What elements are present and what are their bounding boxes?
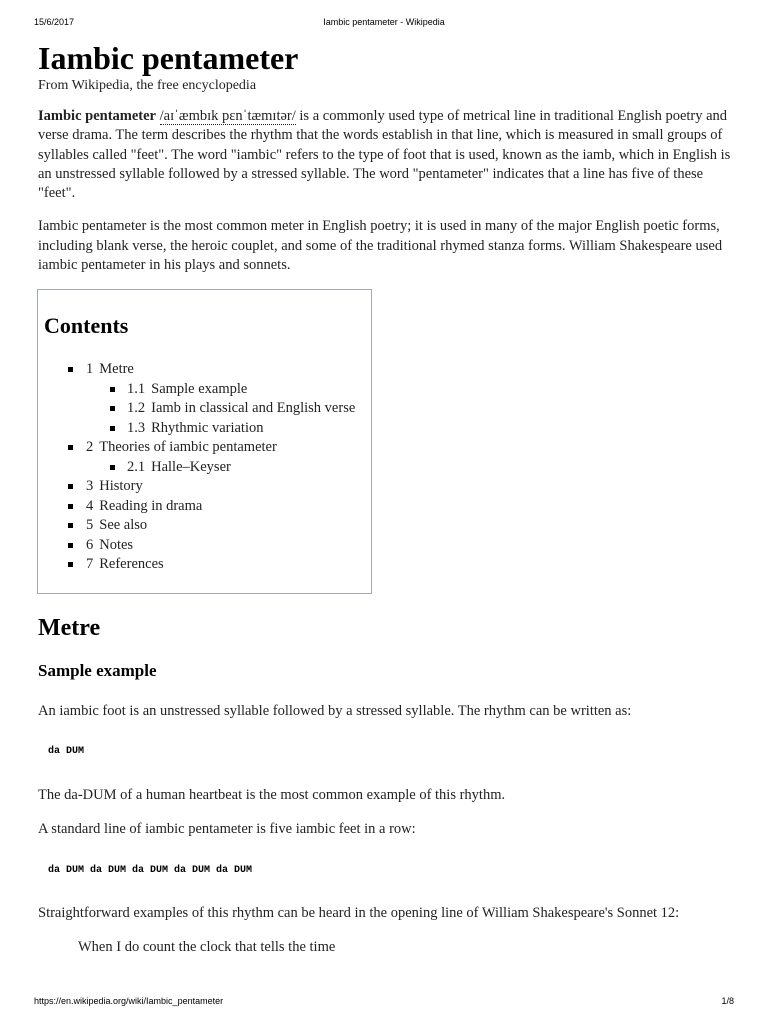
code-block-da-dum: da DUM: [48, 746, 85, 757]
toc-title: Contents: [44, 313, 129, 338]
print-page-title: Iambic pentameter - Wikipedia: [323, 17, 445, 27]
bullet-icon: [110, 406, 115, 411]
bullet-icon: [110, 426, 115, 431]
lead-text: is a commonly used type of metrical line in traditional English poetry and verse drama. The term describes the rhythm that the words establish in that line, which is measured in small groups of syllables called "feet". The word "iambic" refers to the type of foot that is used, known as the iamb, which in English is an unstressed syllable followed by a stressed syllable. The word "pentameter" indicates that a line has five of these "feet".: [38, 108, 731, 202]
poem-line: When I do count the clock that tells the time: [78, 939, 336, 955]
toc-label: Notes: [99, 536, 134, 553]
toc-label: History: [99, 478, 143, 494]
toc-number: 4: [86, 497, 94, 514]
lead-paragraph: [38, 107, 734, 203]
toc-label: Theories of iambic pentameter: [99, 439, 277, 455]
toc-label: Rhythmic variation: [151, 419, 264, 436]
toc-label: Halle–Keyser: [151, 458, 231, 475]
toc-label: Sample example: [151, 380, 248, 397]
bullet-icon: [68, 484, 73, 489]
paragraph-sonnet-12: Straightforward examples of this rhythm can be heard in the opening line of William Shakespeare's Sonnet 12:: [38, 905, 680, 921]
toc-number: 1.3: [127, 419, 146, 436]
toc-item-see-also[interactable]: [38, 516, 373, 536]
bullet-icon: [68, 445, 73, 450]
toc-item-metre[interactable]: [38, 360, 373, 380]
paragraph-heartbeat: The da-DUM of a human heartbeat is the most common example of this rhythm.: [38, 787, 506, 803]
bullet-icon: [68, 562, 73, 567]
toc-number: 1.2: [127, 400, 146, 416]
bullet-icon: [68, 504, 73, 509]
toc-number: 1.1: [127, 380, 146, 397]
paragraph-iambic-foot: An iambic foot is an unstressed syllable followed by a stressed syllable. The rhythm can be written as:: [38, 703, 632, 719]
bullet-icon: [110, 465, 115, 470]
toc-number: 2.1: [127, 458, 146, 475]
bullet-icon: [110, 387, 115, 392]
toc-label: Metre: [99, 361, 134, 377]
toc-item-theories[interactable]: [38, 438, 373, 458]
toc-item-sample-example[interactable]: [38, 380, 373, 400]
section-heading-metre: Metre: [38, 615, 101, 641]
toc-label: Iamb in classical and English verse: [151, 400, 356, 416]
subsection-heading-sample-example: Sample example: [38, 661, 157, 680]
bullet-icon: [68, 543, 73, 548]
article-content: [38, 40, 734, 275]
toc-item-history[interactable]: [38, 477, 373, 497]
print-footer: [0, 996, 768, 1010]
lead-bold-term: Iambic pentameter: [38, 108, 156, 124]
print-page-number: 1/8: [721, 996, 734, 1006]
toc-item-references[interactable]: [38, 555, 373, 575]
toc-number: 5: [86, 517, 94, 533]
ipa-pronunciation-link[interactable]: /aɪˈæmbɪk pɛnˈtæmɪtər/: [159, 108, 296, 124]
toc-item-halle-keyser[interactable]: [38, 458, 373, 478]
toc-label: See also: [99, 517, 148, 533]
toc-number: 3: [86, 478, 94, 494]
bullet-icon: [68, 523, 73, 528]
toc-item-iamb-classical[interactable]: [38, 399, 373, 419]
second-paragraph: Iambic pentameter is the most common meter in English poetry; it is used in many of the major English poetic forms, including blank verse, the heroic couplet, and some of the traditional rhymed stanza forms. William Shakespeare used iambic pentameter in his plays and sonnets.: [38, 218, 723, 274]
paragraph-standard-line: A standard line of iambic pentameter is five iambic feet in a row:: [38, 821, 416, 837]
toc-item-rhythmic-variation[interactable]: [38, 419, 373, 439]
toc-item-reading-in-drama[interactable]: [38, 497, 373, 517]
toc-number: 6: [86, 536, 94, 553]
tagline: From Wikipedia, the free encyclopedia: [38, 78, 257, 93]
print-date: 15/6/2017: [34, 17, 75, 27]
bullet-icon: [68, 367, 73, 372]
toc-list: [38, 360, 373, 575]
toc-label: References: [99, 556, 164, 572]
table-of-contents: [37, 289, 372, 594]
page-title: Iambic pentameter: [38, 40, 299, 76]
toc-number: 7: [86, 556, 94, 572]
print-header: [0, 17, 768, 31]
toc-number: 1: [86, 361, 94, 377]
toc-label: Reading in drama: [99, 497, 203, 514]
print-url: https://en.wikipedia.org/wiki/Iambic_pentameter: [34, 996, 224, 1006]
code-block-five-feet: da DUM da DUM da DUM da DUM da DUM: [48, 865, 253, 876]
toc-number: 2: [86, 439, 94, 455]
toc-item-notes[interactable]: [38, 536, 373, 556]
